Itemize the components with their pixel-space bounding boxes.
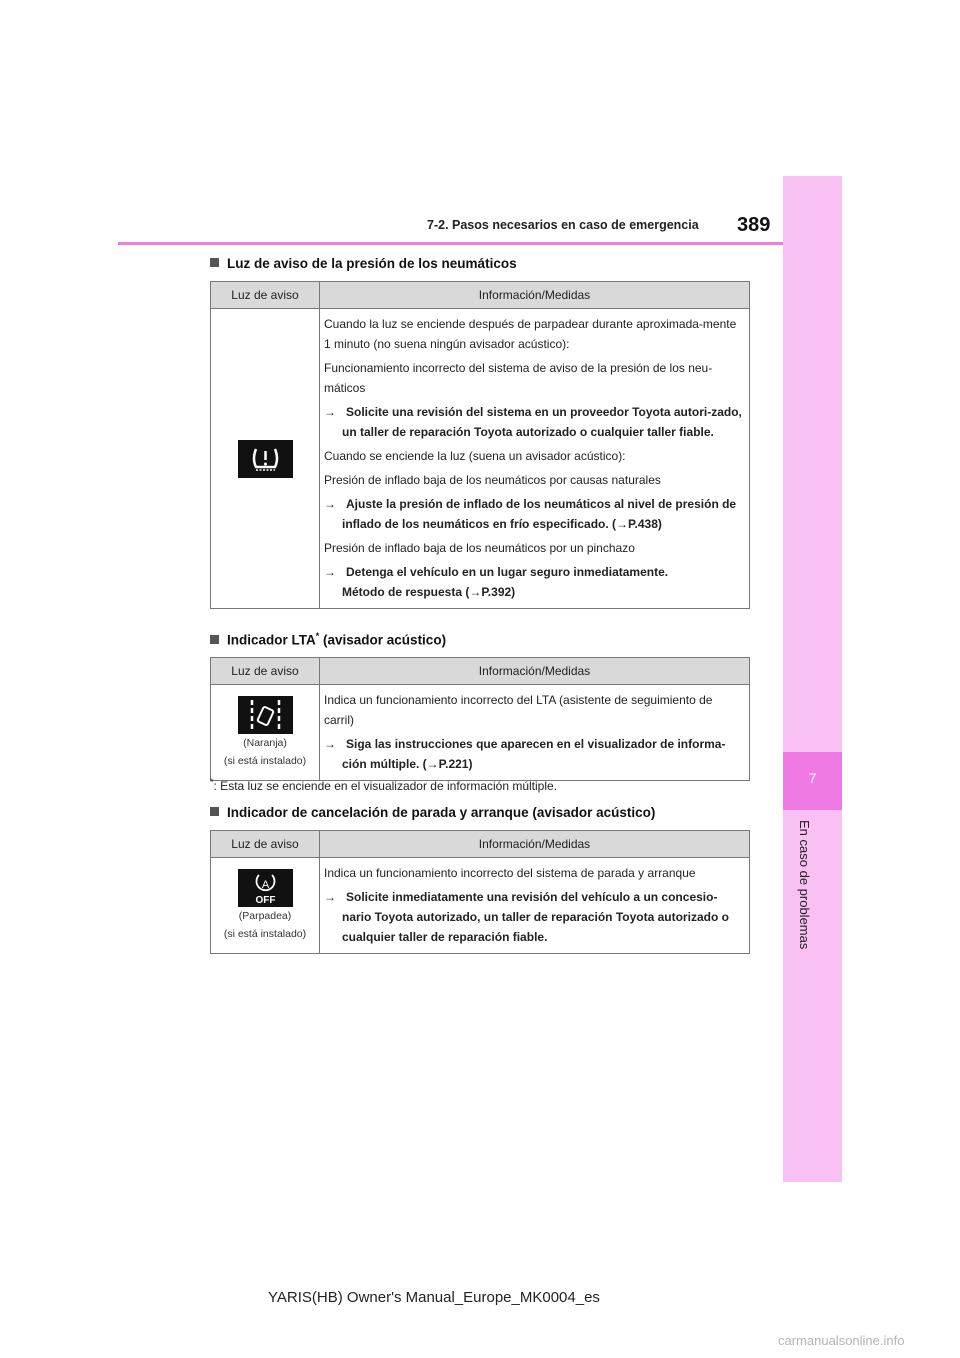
col-info-measures: Información/Medidas — [320, 658, 750, 685]
page-number: 389 — [737, 214, 771, 236]
square-bullet-icon — [210, 807, 219, 816]
stopstart-heading-text: Indicador de cancelación de parada y arranque (avisador acústico) — [227, 805, 656, 820]
tire-pressure-warning-icon — [238, 440, 293, 478]
tpms-heading — [210, 256, 517, 271]
tpms-info-cell — [320, 309, 750, 609]
table-row — [211, 858, 750, 954]
tpms-heading-text: Luz de aviso de la presión de los neumáticos — [227, 256, 517, 271]
text-line: Presión de inflado baja de los neumáticos por causas naturales — [324, 473, 661, 487]
action-line: → Solicite inmediatamente una revisión del vehículo a un concesio-nario Toyota autorizado, un taller de reparación Toyota autorizado o cualquier taller de reparación fiable. — [324, 890, 729, 944]
square-bullet-icon — [210, 635, 219, 644]
arrow-icon: → — [324, 737, 336, 751]
text-line: Funcionamiento incorrecto del sistema de aviso de la presión de los neu-máticos — [324, 361, 713, 395]
lta-heading: Indicador LTA* (avisador acústico) — [210, 631, 446, 648]
lta-footnote: *: Esta luz se enciende en el visualizador de información múltiple. — [210, 777, 558, 793]
action-line: → Solicite una revisión del sistema en un proveedor Toyota autori-zado, un taller de reparación Toyota autorizado o cualquier taller fiable. — [324, 405, 742, 439]
icon-letter: A — [261, 878, 269, 891]
action-line: → Siga las instrucciones que aparecen en el visualizador de informa-ción múltiple. (→P.221) — [324, 737, 726, 771]
stopstart-heading — [210, 805, 655, 820]
stopstart-icon-cell — [211, 858, 320, 954]
lta-icon-cell — [211, 685, 320, 781]
table-row — [211, 309, 750, 609]
table-header-row — [211, 658, 750, 685]
asterisk-mark: * — [315, 631, 320, 641]
lane-tracing-assist-icon — [238, 696, 293, 734]
icon-caption-installed: (si está instalado) — [223, 754, 307, 767]
chapter-side-tab — [783, 176, 842, 1182]
manual-footer: YARIS(HB) Owner's Manual_Europe_MK0004_es — [268, 1289, 600, 1306]
text-line: Indica un funcionamiento incorrecto del sistema de parada y arranque — [324, 866, 696, 880]
chapter-number-badge — [783, 752, 842, 810]
lta-table — [210, 657, 750, 781]
text-line: Cuando se enciende la luz (suena un avisador acústico): — [324, 449, 626, 463]
chapter-number: 7 — [808, 770, 817, 786]
text-line: Presión de inflado baja de los neumáticos por un pinchazo — [324, 541, 635, 555]
arrow-icon: → — [324, 497, 336, 511]
action-line: → Ajuste la presión de inflado de los neumáticos al nivel de presión de inflado de los neumáticos en frío especificado. (→P.438) — [324, 497, 737, 531]
stop-start-off-icon — [238, 869, 293, 907]
tpms-icon-cell — [211, 309, 320, 609]
icon-caption-blinks: (Parpadea) — [238, 909, 292, 922]
table-header-row — [211, 282, 750, 309]
text-line: Indica un funcionamiento incorrecto del LTA (asistente de seguimiento de carril) — [324, 693, 713, 727]
header-divider — [118, 242, 783, 245]
icon-word: OFF — [255, 894, 275, 906]
text-line: Cuando la luz se enciende después de parpadear durante aproximada-mente 1 minuto (no suena ningún avisador acústico): — [324, 317, 737, 351]
lta-heading-text: Indicador LTA — [227, 632, 316, 648]
stopstart-table — [210, 830, 750, 954]
icon-caption-color: (Naranja) — [243, 736, 287, 749]
chapter-title-vertical: En caso de problemas — [797, 820, 812, 950]
tpms-table — [210, 281, 750, 609]
arrow-icon: → — [324, 405, 336, 419]
action-line: → Detenga el vehículo en un lugar seguro inmediatamente. Método de respuesta (→P.392) — [324, 565, 669, 599]
icon-caption-installed: (si está instalado) — [223, 927, 307, 940]
col-info-measures: Información/Medidas — [320, 282, 750, 309]
col-warning-light: Luz de aviso — [211, 831, 320, 858]
lta-info-cell — [320, 685, 750, 781]
col-warning-light: Luz de aviso — [211, 658, 320, 685]
arrow-icon: → — [324, 565, 336, 579]
watermark: carmanualsonline.info — [778, 1333, 905, 1348]
col-info-measures: Información/Medidas — [320, 831, 750, 858]
table-header-row — [211, 831, 750, 858]
col-warning-light: Luz de aviso — [211, 282, 320, 309]
square-bullet-icon — [210, 258, 219, 267]
stopstart-info-cell — [320, 858, 750, 954]
section-header: 7-2. Pasos necesarios en caso de emergencia — [427, 218, 699, 232]
arrow-icon: → — [324, 890, 336, 904]
table-row — [211, 685, 750, 781]
